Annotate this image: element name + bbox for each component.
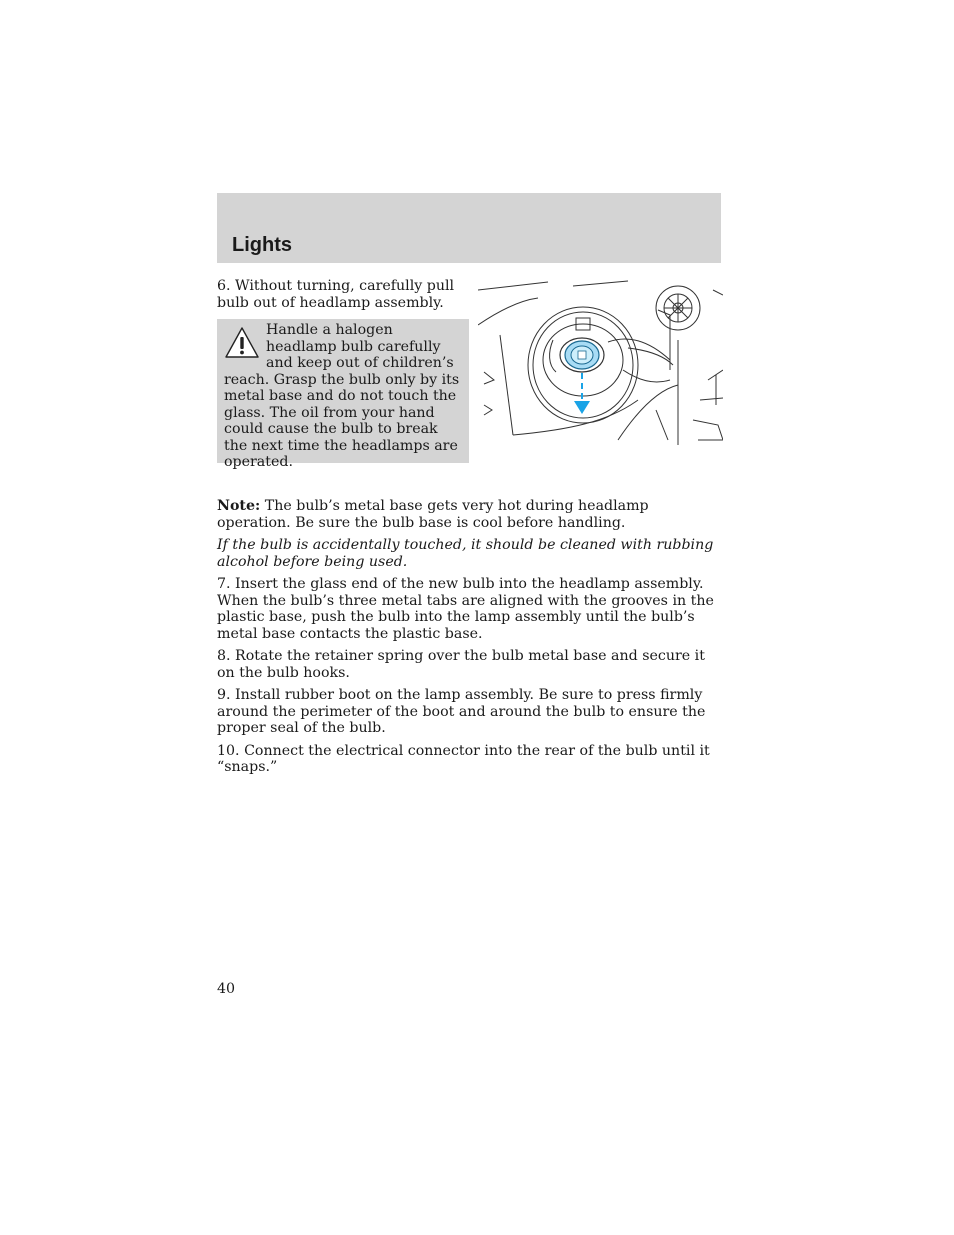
warning-triangle-icon bbox=[224, 326, 260, 360]
page-number: 40 bbox=[217, 981, 236, 997]
section-title: Lights bbox=[232, 234, 292, 256]
warning-box bbox=[217, 319, 469, 470]
touched-bulb-note: If the bulb is accidentally touched, it should be cleaned with rubbing alcohol before being used. bbox=[217, 537, 714, 570]
note-label: Note: bbox=[217, 498, 261, 514]
step-9-text: 9. Install rubber boot on the lamp assembly. Be sure to press firmly around the perimeter of the boot and around the bulb to ensure the proper seal of the bulb. bbox=[217, 687, 706, 736]
section-header bbox=[217, 193, 721, 263]
headlamp-bulb-illustration bbox=[478, 280, 723, 445]
warning-text: Handle a halogen headlamp bulb carefully and keep out of children’s reach. Grasp the bulb only by its metal base and do not touch the glass. The oil from your hand could cause the bulb to break the next time the headlamps are operated. bbox=[224, 322, 460, 470]
step-10-text: 10. Connect the electrical connector into the rear of the bulb until it “snaps.” bbox=[217, 742, 710, 775]
note-text: The bulb’s metal base gets very hot during headlamp operation. Be sure the bulb base is cool before handling. bbox=[217, 498, 649, 531]
step-7-text: 7. Insert the glass end of the new bulb into the headlamp assembly. When the bulb’s three metal tabs are aligned with the grooves in the plastic base, push the bulb into the lamp assembly until the bulb’s metal base contacts the plastic base. bbox=[217, 576, 714, 642]
step-8-text: 8. Rotate the retainer spring over the bulb metal base and secure it on the bulb hooks. bbox=[217, 648, 705, 681]
step-6-text: 6. Without turning, carefully pull bulb out of headlamp assembly. bbox=[217, 278, 455, 311]
note-paragraph bbox=[217, 498, 721, 531]
instructions-body bbox=[217, 498, 721, 782]
